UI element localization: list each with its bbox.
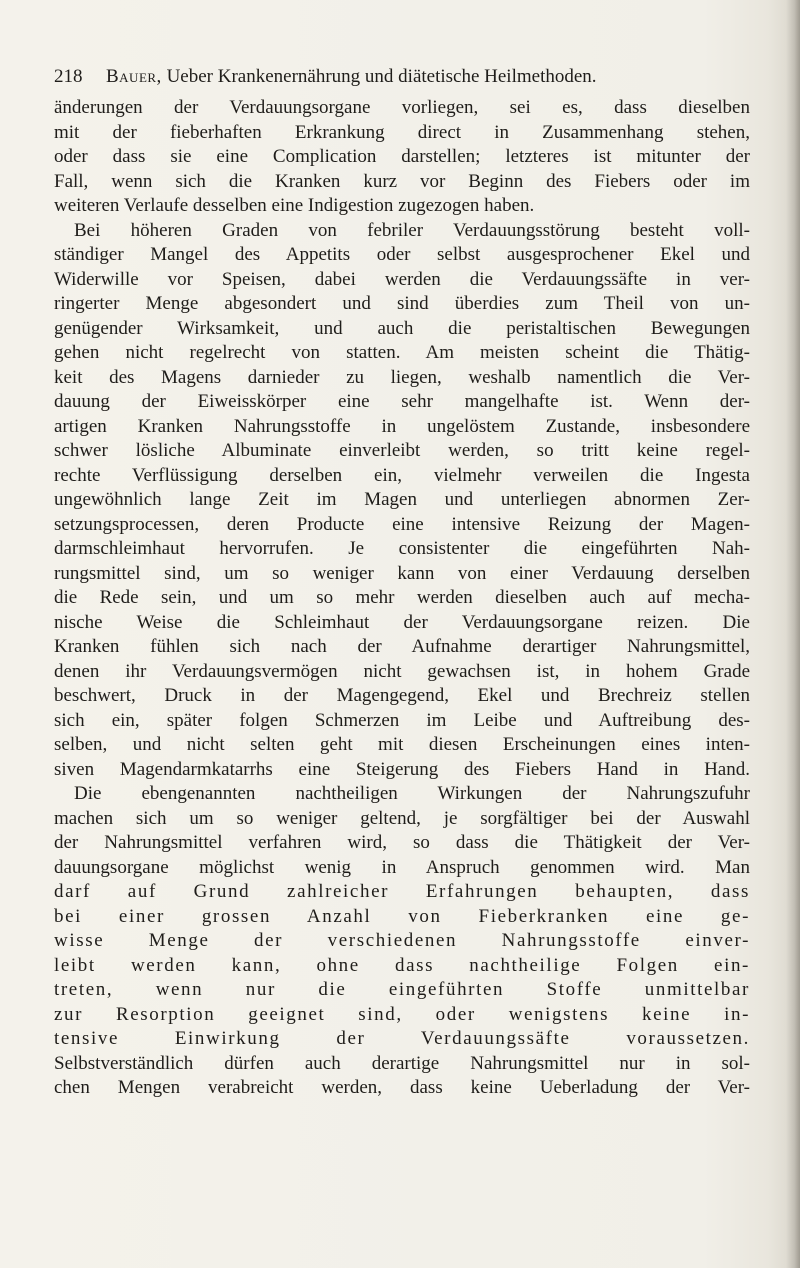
text-line: keit des Magens darnieder zu liegen, weshalb namentlich die Ver- xyxy=(54,366,750,388)
text-line: machen sich um so weniger geltend, je sorgfältiger bei der Auswahl xyxy=(54,807,750,829)
text-line: leibt werden kann, ohne dass nachtheilige Folgen ein- xyxy=(54,954,750,976)
text-line: setzungsprocessen, deren Producte eine intensive Reizung der Magen- xyxy=(54,513,750,535)
text-line: ständiger Mangel des Appetits oder selbst ausgesprochener Ekel und xyxy=(54,244,750,265)
text-line: dauungsorgane möglichst wenig in Anspruch genommen wird. Man xyxy=(54,856,750,878)
text-line: Bei höheren Graden von febriler Verdauungsstörung besteht voll- xyxy=(74,219,750,241)
text-line: Kranken fühlen sich nach der Aufnahme derartiger Nahrungsmittel, xyxy=(54,636,750,657)
text-line: weiteren Verlaufe desselben eine Indigestion zugezogen haben. xyxy=(54,195,535,216)
text-line: oder dass sie eine Complication darstellen; letzteres ist mitunter der xyxy=(54,146,750,167)
text-line: genügender Wirksamkeit, und auch die peristaltischen Bewegungen xyxy=(54,317,750,339)
text-line: änderungen der Verdauungsorgane vorliegen, sei es, dass dieselben xyxy=(54,97,750,118)
text-line: sich ein, später folgen Schmerzen im Leibe und Auftreibung des- xyxy=(54,709,750,731)
header-title: Ueber Krankenernährung und diätetische Heilmethoden. xyxy=(166,66,597,87)
text-line: beschwert, Druck in der Magengegend, Ekel und Brechreiz stellen xyxy=(54,685,750,706)
text-line: rungsmittel sind, um so weniger kann von einer Verdauung derselben xyxy=(54,562,750,584)
text-line: gehen nicht regelrecht von statten. Am meisten scheint die Thätig- xyxy=(54,342,750,363)
text-line: chen Mengen verabreicht werden, dass keine Ueberladung der Ver- xyxy=(54,1077,750,1098)
text-line: artigen Kranken Nahrungsstoffe in ungelöstem Zustande, insbesondere xyxy=(54,415,750,437)
text-line: wisse Menge der verschiedenen Nahrungsstoffe einver- xyxy=(54,930,750,951)
text-line: ungewöhnlich lange Zeit im Magen und unterliegen abnormen Zer- xyxy=(54,489,750,510)
text-line: Selbstverständlich dürfen auch derartige Nahrungsmittel nur in sol- xyxy=(54,1052,750,1074)
text-line: dauung der Eiweisskörper eine sehr mangelhafte ist. Wenn der- xyxy=(54,391,750,412)
text-line: Die ebengenannten nachtheiligen Wirkungen der Nahrungszufuhr xyxy=(74,783,750,804)
text-line: nische Weise die Schleimhaut der Verdauungsorgane reizen. Die xyxy=(54,611,750,633)
text-line: der Nahrungsmittel verfahren wird, so dass die Thätigkeit der Ver- xyxy=(54,832,750,853)
text-line: schwer lösliche Albuminate einverleibt werden, so tritt keine regel- xyxy=(54,440,750,461)
text-line: Fall, wenn sich die Kranken kurz vor Beginn des Fiebers oder im xyxy=(54,170,750,192)
body-text xyxy=(54,96,750,1101)
text-line: treten, wenn nur die eingeführten Stoffe unmittelbar xyxy=(54,979,750,1000)
text-line: ringerter Menge abgesondert und sind überdies zum Theil von un- xyxy=(54,293,750,314)
text-line: tensive Einwirkung der Verdauungssäfte voraussetzen. xyxy=(54,1028,750,1049)
text-line: die Rede sein, und um so mehr werden dieselben auch auf mecha- xyxy=(54,587,750,608)
running-header xyxy=(54,62,754,92)
text-line: Widerwille vor Speisen, dabei werden die Verdauungssäfte in ver- xyxy=(54,268,750,290)
page-edge-shadow xyxy=(786,0,800,1268)
page-number: 218 xyxy=(54,66,83,87)
text-line: zur Resorption geeignet sind, oder wenigstens keine in- xyxy=(54,1003,750,1025)
text-line: rechte Verflüssigung derselben ein, vielmehr verweilen die Ingesta xyxy=(54,464,750,486)
text-line: mit der fieberhaften Erkrankung direct in Zusammenhang stehen, xyxy=(54,121,750,143)
text-line: bei einer grossen Anzahl von Fieberkranken eine ge- xyxy=(54,905,750,927)
text-line: darf auf Grund zahlreicher Erfahrungen behaupten, dass xyxy=(54,881,750,902)
text-line: selben, und nicht selten geht mit diesen Erscheinungen eines inten- xyxy=(54,734,750,755)
text-line: darmschleimhaut hervorrufen. Je consistenter die eingeführten Nah- xyxy=(54,538,750,559)
text-line: siven Magendarmkatarrhs eine Steigerung des Fiebers Hand in Hand. xyxy=(54,758,750,780)
header-author: Bauer, xyxy=(106,66,162,87)
text-line: denen ihr Verdauungsvermögen nicht gewachsen ist, in hohem Grade xyxy=(54,660,750,682)
